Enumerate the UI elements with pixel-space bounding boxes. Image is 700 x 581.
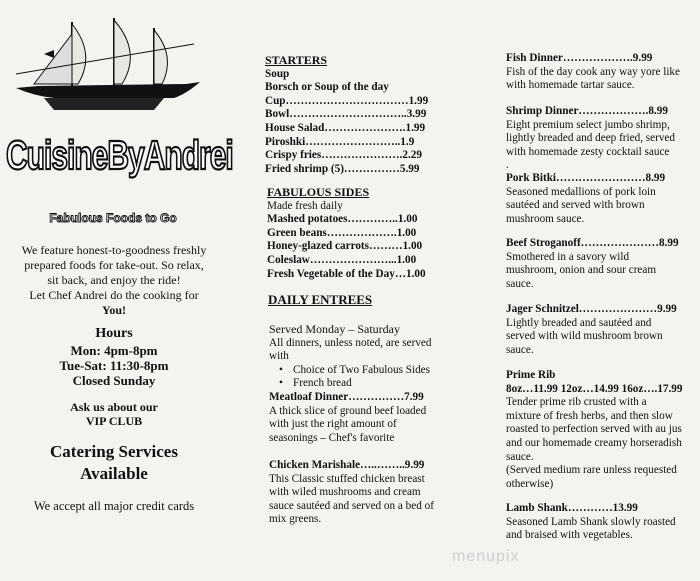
chicken-title: Chicken Marishale…..……..9.99 xyxy=(269,459,425,471)
menu-line: Crispy fries………………….2.29 xyxy=(265,149,422,162)
beef-desc: mushroom, onion and sour cream xyxy=(506,264,657,277)
catering-title: Available xyxy=(80,464,148,483)
chicken-desc: mix greens. xyxy=(269,513,322,526)
hours-line: Closed Sunday xyxy=(72,373,156,388)
meatloaf-desc: A thick slice of ground beef loaded xyxy=(269,404,427,417)
fish-desc: Fish of the day cook any way yore like xyxy=(506,65,680,78)
vip-text: Ask us about our xyxy=(70,400,158,414)
sides-note: Made fresh daily xyxy=(267,199,343,212)
meatloaf-desc: seasonings – Chef's favorite xyxy=(269,431,395,444)
credit-cards-note: We accept all major credit cards xyxy=(33,499,195,513)
menu-line: Borsch or Soup of the day xyxy=(265,81,389,94)
hours-title: Hours xyxy=(95,326,133,341)
menu-line: Cup……………………………1.99 xyxy=(265,94,429,107)
beef-desc: Smothered in a savory wild xyxy=(506,250,630,263)
menu-line: Mashed potatoes…………..1.00 xyxy=(267,213,418,226)
prime-rib-desc: mixture of fresh herbs, and then slow xyxy=(506,409,673,422)
served-days: Served Monday – Saturday xyxy=(269,322,400,336)
pork-desc: Seasoned medallions of pork loin xyxy=(506,185,656,198)
meatloaf-desc: with just the right amount of xyxy=(269,418,397,431)
menu-line: Soup xyxy=(265,67,290,80)
beef-title: Beef Stroganoff…………………8.99 xyxy=(506,237,679,249)
prime-rib-prices: 8oz…11.99 12oz…14.99 16oz….17.99 xyxy=(506,382,683,395)
shrimp-title: Shrimp Dinner……………….8.99 xyxy=(506,105,668,117)
prime-rib-desc: roasted to perfection served with au jus xyxy=(506,423,682,436)
lamb-title: Lamb Shank…………13.99 xyxy=(506,502,638,514)
prime-rib-desc: (Served medium rare unless requested xyxy=(506,464,677,477)
tagline: Fabulous Foods to Go xyxy=(49,211,177,225)
chicken-desc: with wiled mushrooms and cream xyxy=(269,486,421,499)
served-note: with xyxy=(269,350,289,363)
watermark: menupix xyxy=(452,548,520,565)
sides-heading: FABULOUS SIDES xyxy=(267,185,370,199)
intro-line: prepared foods for take-out. So relax, xyxy=(24,258,204,272)
jager-title: Jager Schnitzel…………………9.99 xyxy=(506,303,677,315)
fish-title: Fish Dinner……………….9.99 xyxy=(506,52,653,64)
fish-desc: with homemade tartar sauce. xyxy=(506,79,635,92)
shrimp-desc: with homemade zesty cocktail sauce xyxy=(506,145,670,158)
bullet-item: • French bread xyxy=(269,377,497,391)
vip-text: VIP CLUB xyxy=(85,414,143,428)
pork-desc: mushroom sauce. xyxy=(506,212,585,225)
menu-line: Coleslaw…………………...1.00 xyxy=(267,253,417,266)
menu-line: Fried shrimp (5)……………5.99 xyxy=(265,162,420,175)
hours-line: Mon: 4pm-8pm xyxy=(70,343,158,358)
lamb-desc: and braised with vegetables. xyxy=(506,529,633,542)
prime-rib-title: Prime Rib xyxy=(506,369,556,381)
intro-line: We feature honest-to-goodness freshly xyxy=(21,243,207,257)
shrimp-desc: Eight premium select jumbo shrimp, xyxy=(506,118,670,131)
intro-line: Let Chef Andrei do the cooking for xyxy=(29,288,199,302)
prime-rib-desc: otherwise) xyxy=(506,477,554,490)
hours-line: Tue-Sat: 11:30-8pm xyxy=(59,358,169,373)
pork-desc: sautéed and served with brown xyxy=(506,199,645,212)
menu-line: Bowl…………………………..3.99 xyxy=(265,108,427,121)
served-note: All dinners, unless noted, are served xyxy=(269,336,432,349)
beef-desc: sauce. xyxy=(506,277,534,290)
menu-line: House Salad………………….1.99 xyxy=(265,121,426,134)
shrimp-desc: lightly breaded and deep fried, served xyxy=(506,132,675,145)
chicken-desc: sauce sautéed and served on a bed of xyxy=(269,499,434,512)
menu-line: Honey-glazed carrots………1.00 xyxy=(267,240,423,253)
shrimp-desc: . xyxy=(506,159,509,172)
lamb-desc: Seasoned Lamb Shank slowly roasted xyxy=(506,515,676,528)
intro-line: sit back, and enjoy the ride! xyxy=(47,273,181,287)
bullet-item: • Choice of Two Fabulous Sides xyxy=(269,364,497,378)
pork-title: Pork Bitki……………………8.99 xyxy=(506,172,666,184)
jager-desc: sauce. xyxy=(506,343,534,356)
menu-line: Piroshki……………………..1.9 xyxy=(265,135,415,148)
starters-heading: STARTERS xyxy=(265,53,328,67)
prime-rib-desc: sauce. xyxy=(506,450,534,463)
jager-desc: served with wild mushroom brown xyxy=(506,330,663,343)
chicken-desc: This Classic stuffed chicken breast xyxy=(269,472,425,485)
logo-text: CuisineByAndrei xyxy=(6,134,233,179)
entrees-heading: DAILY ENTREES xyxy=(268,292,373,307)
meatloaf-title: Meatloaf Dinner……………7.99 xyxy=(269,390,424,403)
intro-line: You! xyxy=(101,303,126,317)
ship-illustration xyxy=(14,14,204,126)
jager-desc: Lightly breaded and sautéed and xyxy=(506,316,652,329)
prime-rib-desc: and our homemade creamy horseradish xyxy=(506,436,682,449)
catering-title: Catering Services xyxy=(50,442,178,461)
menu-line: Fresh Vegetable of the Day…1.00 xyxy=(267,267,426,280)
menu-line: Green beans……………….1.00 xyxy=(267,226,417,239)
prime-rib-desc: Tender prime rib crusted with a xyxy=(506,396,647,409)
